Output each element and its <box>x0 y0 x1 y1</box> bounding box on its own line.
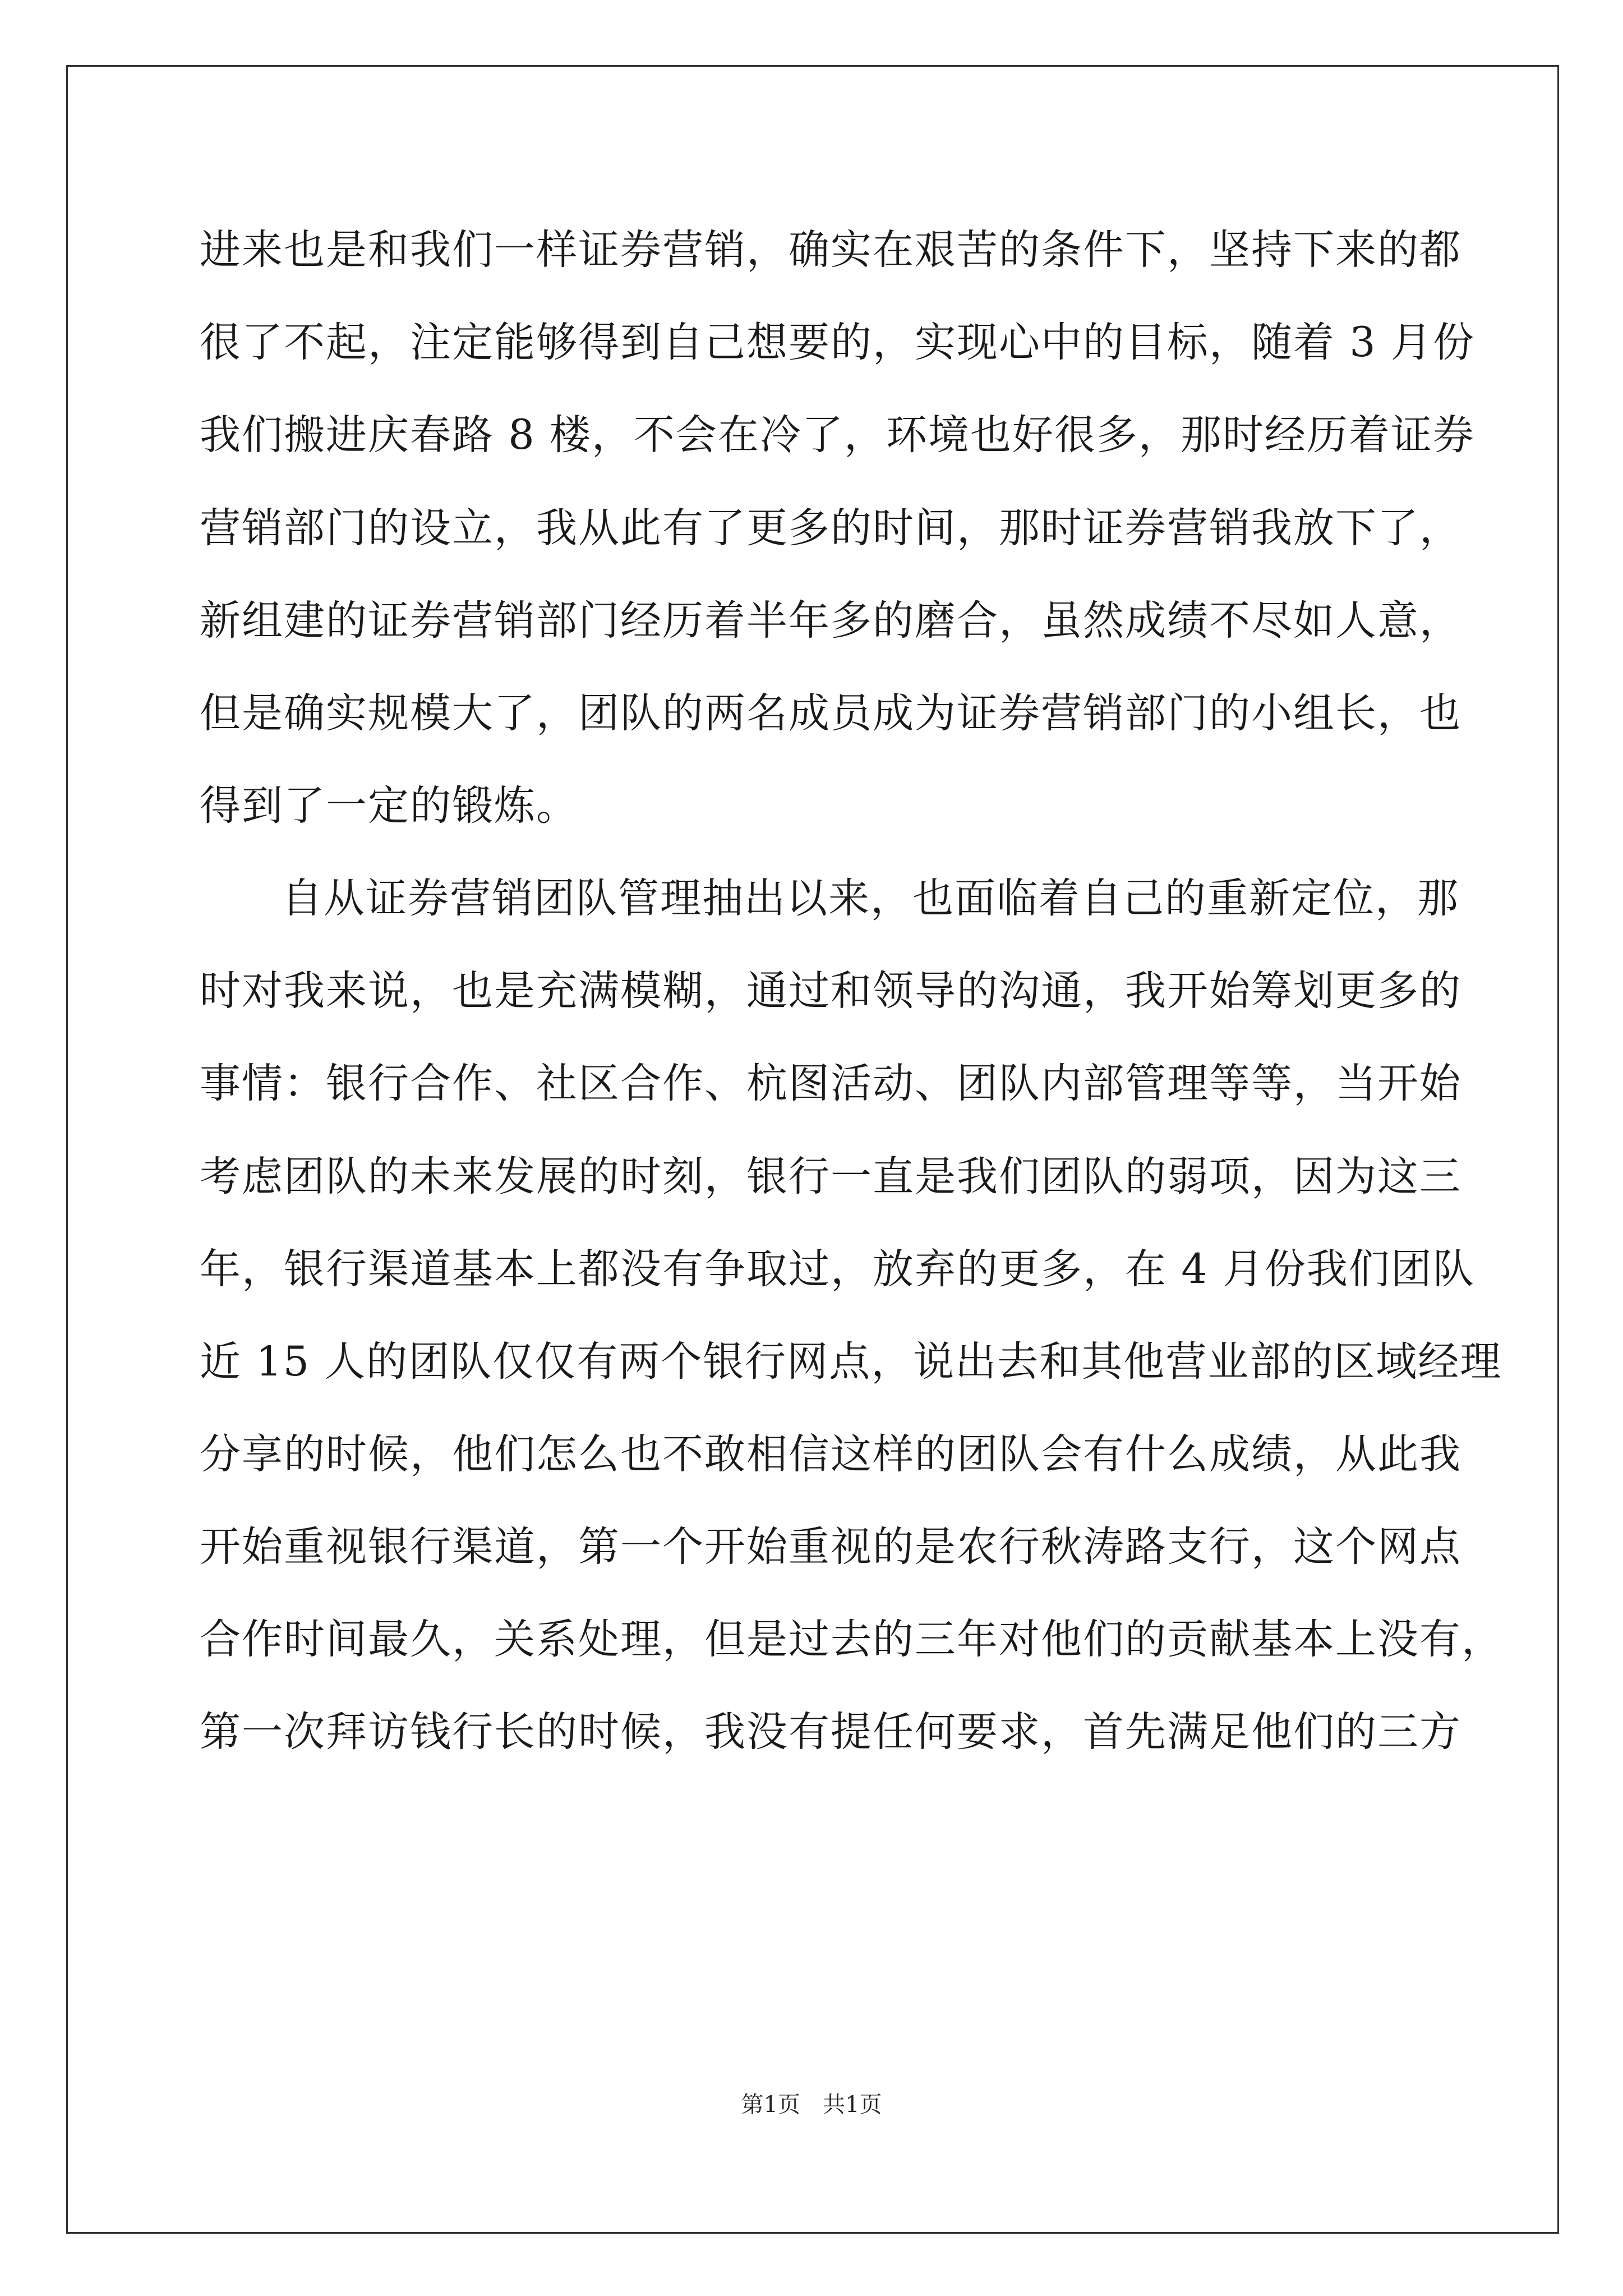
text-line: 开始重视银行渠道，第一个开始重视的是农行秋涛路支行，这个网点 <box>200 1523 1461 1571</box>
text-line: 第一次拜访钱行长的时候，我没有提任何要求，首先满足他们的三方 <box>200 1708 1461 1756</box>
text-line: 事情：银行合作、社区合作、杭图活动、团队内部管理等等，当开始 <box>200 1060 1461 1107</box>
text-line: 进来也是和我们一样证券营销，确实在艰苦的条件下，坚持下来的都 <box>200 226 1461 274</box>
text-line: 新组建的证券营销部门经历着半年多的磨合，虽然成绩不尽如人意， <box>200 597 1461 645</box>
text-line: 但是确实规模大了，团队的两名成员成为证券营销部门的小组长，也 <box>200 689 1461 737</box>
text-line: 我们搬进庆春路 8 楼，不会在冷了，环境也好很多，那时经历着证券 <box>200 411 1475 459</box>
text-line: 很了不起，注定能够得到自己想要的，实现心中的目标，随着 3 月份 <box>200 319 1475 366</box>
text-line: 考虑团队的未来发展的时刻，银行一直是我们团队的弱项，因为这三 <box>200 1153 1461 1200</box>
text-line: 合作时间最久，关系处理，但是过去的三年对他们的贡献基本上没有， <box>200 1616 1504 1663</box>
text-line: 年，银行渠道基本上都没有争取过，放弃的更多，在 4 月份我们团队 <box>200 1245 1475 1293</box>
paragraph-first-line: 自从证券营销团队管理抽出以来，也面临着自己的重新定位，那 <box>282 875 1459 922</box>
text-line: 营销部门的设立，我从此有了更多的时间，那时证券营销我放下了， <box>200 504 1461 552</box>
text-line: 时对我来说，也是充满模糊，通过和领导的沟通，我开始筹划更多的 <box>200 967 1461 1015</box>
page-number-footer: 第1页 共1页 <box>741 2092 882 2118</box>
text-line: 得到了一定的锻炼。 <box>200 782 578 830</box>
text-line: 分享的时候，他们怎么也不敢相信这样的团队会有什么成绩，从此我 <box>200 1430 1461 1478</box>
text-line: 近 15 人的团队仅仅有两个银行网点，说出去和其他营业部的区域经理 <box>200 1338 1502 1386</box>
